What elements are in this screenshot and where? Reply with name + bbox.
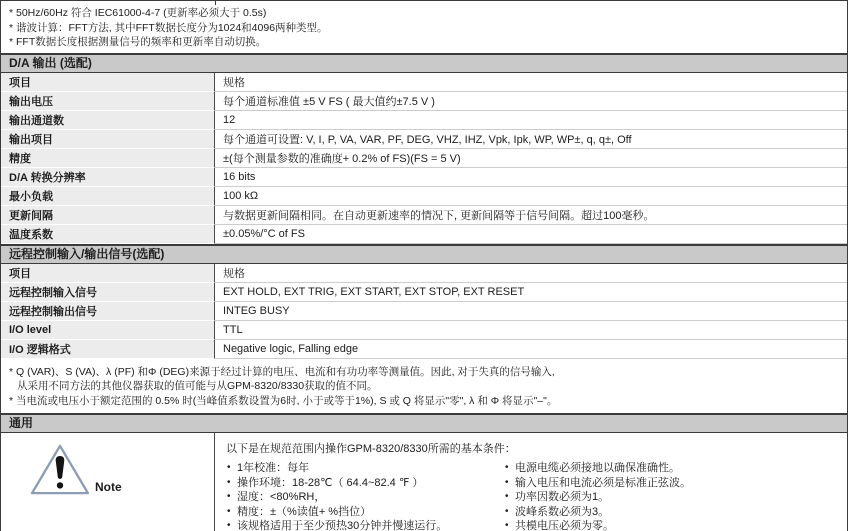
- note-line: * Q (VAR)、S (VA)、λ (PF) 和Φ (DEG)来源于经过计算的电压、电流和有功功率等测量值。因此, 对于失真的信号输入,: [9, 365, 555, 378]
- general-conditions-content: [215, 433, 847, 531]
- table-row: [1, 130, 847, 149]
- table-row: [1, 111, 847, 130]
- row-label: 输出通道数: [1, 111, 215, 130]
- measurement-footnotes: [1, 359, 847, 414]
- note-cell: [1, 433, 215, 531]
- section-header-general: 通用: [1, 413, 847, 433]
- table-row: [1, 206, 847, 225]
- row-value: 16 bits: [215, 168, 847, 187]
- table-row: [1, 264, 847, 283]
- row-label: 项目: [1, 264, 215, 283]
- conditions-columns: [226, 461, 847, 531]
- fft-notes: [1, 1, 847, 53]
- condition-item: • 该规格适用于至少预热30分钟并慢速运行。: [226, 519, 504, 531]
- note-line: * FFT数据长度根据测量信号的频率和更新率自动切换。: [9, 36, 267, 48]
- row-value: INTEG BUSY: [215, 302, 847, 321]
- row-label: 项目: [1, 73, 215, 92]
- row-label: 输出项目: [1, 130, 215, 149]
- condition-item: • 1年校准：每年: [226, 461, 504, 476]
- section-header-da-output: D/A 输出 (选配): [1, 53, 847, 73]
- condition-item: • 输入电压和电流必须是标准正弦波。: [504, 476, 691, 491]
- table-row: [1, 321, 847, 340]
- row-label: 温度系数: [1, 225, 215, 244]
- table-row: [1, 302, 847, 321]
- condition-item: • 电源电缆必须接地以确保准确性。: [504, 461, 691, 476]
- condition-item: • 操作环境：18-28℃（ 64.4~82.4 ℉ ）: [226, 476, 504, 491]
- table-row: [1, 92, 847, 111]
- general-conditions: [1, 433, 847, 531]
- condition-item: • 功率因数必须为1。: [504, 490, 691, 505]
- note-line: * 50Hz/60Hz 符合 IEC61000-4-7 (更新率必须大于 0.5s): [9, 7, 267, 19]
- row-label: 最小负载: [1, 187, 215, 206]
- warning-triangle-icon: [29, 443, 91, 497]
- table-row: [1, 187, 847, 206]
- row-value: ±(每个测量参数的准确度+ 0.2% of FS)(FS = 5 V): [215, 149, 847, 168]
- table-row: [1, 340, 847, 359]
- conditions-list-right: [504, 461, 691, 531]
- row-value: 每个通道可设置: V, I, P, VA, VAR, PF, DEG, VHZ, IHZ, Vpk, Ipk, WP, WP±, q, q±, Off: [215, 130, 847, 149]
- row-value: Negative logic, Falling edge: [215, 340, 847, 359]
- row-label: 更新间隔: [1, 206, 215, 225]
- row-value: TTL: [215, 321, 847, 340]
- row-value: 每个通道标准值 ±5 V FS ( 最大值约±7.5 V ): [215, 92, 847, 111]
- condition-item: • 精度：±（%读值+ %挡位）: [226, 505, 504, 520]
- row-value: 规格: [215, 73, 847, 92]
- condition-item: • 湿度：<80%RH，: [226, 490, 504, 505]
- da-output-table: [1, 73, 847, 244]
- note-line: * 谐波计算：FFT方法, 其中FFT数据长度分为1024和4096两种类型。: [9, 21, 328, 34]
- row-value: EXT HOLD, EXT TRIG, EXT START, EXT STOP, EXT RESET: [215, 283, 847, 302]
- row-value: ±0.05%/°C of FS: [215, 225, 847, 244]
- condition-item: • 共模电压必须为零。: [504, 519, 691, 531]
- row-label: D/A 转换分辨率: [1, 168, 215, 187]
- row-label: 远程控制输入信号: [1, 283, 215, 302]
- note-line: 从采用不同方法的其他仪器获取的值可能与从GPM-8320/8330获取的值不同。: [17, 380, 378, 392]
- table-row: [1, 73, 847, 92]
- condition-item: • 波峰系数必须为3。: [504, 505, 691, 520]
- section-header-remote-control: 远程控制输入/输出信号(选配): [1, 244, 847, 264]
- note-label: Note: [95, 480, 122, 494]
- note-badge: [29, 443, 214, 497]
- row-label: 输出电压: [1, 92, 215, 111]
- row-value: 规格: [215, 264, 847, 283]
- row-label: 远程控制输出信号: [1, 302, 215, 321]
- conditions-intro: 以下是在规范范围内操作GPM-8320/8330所需的基本条件：: [226, 443, 516, 455]
- row-label: I/O level: [1, 321, 215, 340]
- table-row: [1, 149, 847, 168]
- row-value: 与数据更新间隔相同。在自动更新速率的情况下, 更新间隔等于信号间隔。超过100毫秒。: [215, 206, 847, 225]
- remote-control-table: [1, 264, 847, 359]
- column-divider-remnant: [215, 1, 216, 5]
- table-row: [1, 168, 847, 187]
- row-value: 100 kΩ: [215, 187, 847, 206]
- note-line: * 当电流或电压小于额定范围的 0.5% 时(当峰值系数设置为6时, 小于或等于1%), S 或 Q 将显示"零", λ 和 Φ 将显示"–"。: [9, 394, 558, 407]
- conditions-list-left: [226, 461, 504, 531]
- table-row: [1, 283, 847, 302]
- row-label: I/O 逻辑格式: [1, 340, 215, 359]
- row-label: 精度: [1, 149, 215, 168]
- row-value: 12: [215, 111, 847, 130]
- table-row: [1, 225, 847, 244]
